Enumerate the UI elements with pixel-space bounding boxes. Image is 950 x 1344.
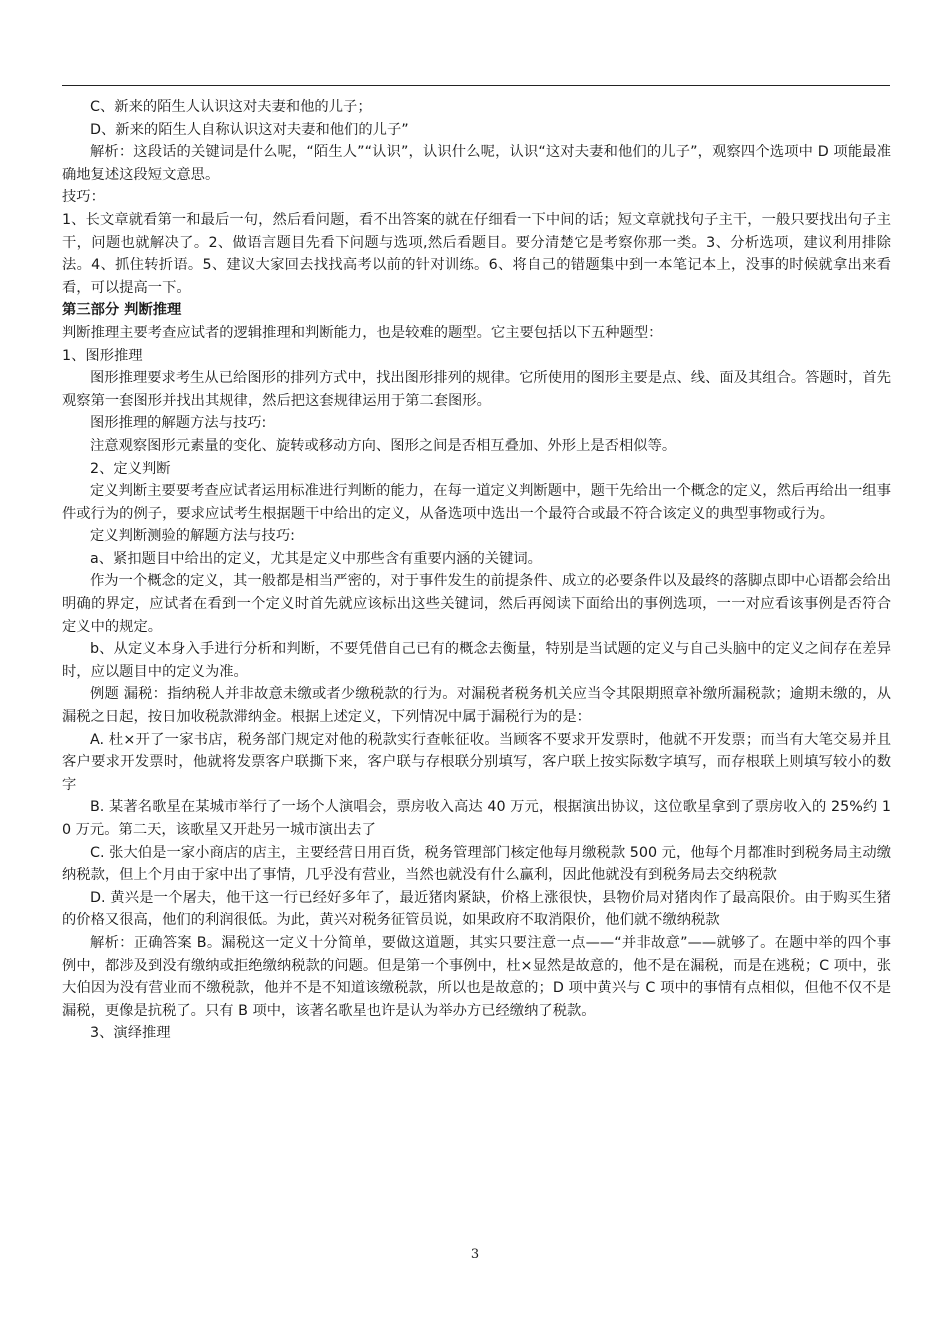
paragraph: a、紧扣题目中给出的定义，尤其是定义中那些含有重要内涵的关键词。 <box>90 550 542 567</box>
document-body <box>62 96 891 1045</box>
paragraph: 解析：这段话的关键词是什么呢，“陌生人”“认识”，认识什么呢，认识“这对夫妻和他们的儿子”，观察四个选项中 D 项能最准确地复述这段短文意思。 <box>62 144 891 183</box>
paragraph: 2、定义判断 <box>90 460 171 477</box>
page-number: 3 <box>470 1247 480 1262</box>
paragraph: A. 杜×开了一家书店，税务部门规定对他的税款实行查帐征收。当顾客不要求开发票时，他就不开发票；而当有大笔交易并且客户要求开发票时，他就将发票客户联撕下来，客户联与存根联分别填写，客户联上按实际数字填写，而存根联上则填写较小的数字 <box>62 731 891 793</box>
paragraph: 图形推理要求考生从已给图形的排列方式中，找出图形排列的规律。它所使用的图形主要是点、线、面及其组合。答题时，首先观察第一套图形并找出其规律，然后把这套规律运用于第二套图形。 <box>62 370 891 409</box>
paragraph: 判断推理主要考查应试者的逻辑推理和判断能力，也是较难的题型。它主要包括以下五种题型： <box>62 324 663 341</box>
section-heading: 第三部分 判断推理 <box>62 302 182 319</box>
paragraph: 注意观察图形元素量的变化、旋转或移动方向、图形之间是否相互叠加、外形上是否相似等。 <box>90 437 677 454</box>
paragraph: b、从定义本身入手进行分析和判断，不要凭借自己已有的概念去衡量，特别是当试题的定义与自己头脑中的定义之间存在差异时，应以题目中的定义为准。 <box>62 641 891 680</box>
paragraph: 解析：正确答案 B。漏税这一定义十分简单，要做这道题，其实只要注意一点——“并非故意”——就够了。在题中举的四个事例中，都涉及到没有缴纳或拒绝缴纳税款的问题。但是第一个事例中，杜×显然是故意的，他不是在漏税，而是在逃税；C 项中，张大伯因为没有营业而不缴税款，他并不是不知道该缴税款，所以也是故意的；D 项中黄兴与 C 项中的事情有点相似，但他不仅不是漏税，更像是抗税了。只有 B 项中，该著名歌星也许是认为举办方已经缴纳了税款。 <box>62 934 891 1019</box>
paragraph: C、新来的陌生人认识这对夫妻和他的儿子； <box>90 99 372 115</box>
paragraph: 1、长文章就看第一和最后一句，然后看问题，看不出答案的就在仔细看一下中间的话；短文章就找句子主干，一般只要找出句子主干，问题也就解决了。2、做语言题目先看下问题与选项,然后看题目。要分清楚它是考察你那一类。3、分析选项，建议利用排除法。4、抓住转折语。5、建议大家回去找找高考以前的针对训练。6、将自己的错题集中到一本笔记本上，没事的时候就拿出来看看，可以提高一下。 <box>62 211 891 296</box>
paragraph: 定义判断测验的解题方法与技巧: <box>90 528 295 545</box>
paragraph: 图形推理的解题方法与技巧: <box>90 415 267 432</box>
paragraph: 3、演绎推理 <box>90 1025 171 1042</box>
paragraph: D. 黄兴是一个屠夫，他干这一行已经好多年了，最近猪肉紧缺，价格上涨很快，县物价局对猪肉作了最高限价。由于购买生猪的价格又很高，他们的利润很低。为此，黄兴对税务征管员说，如果政府不取消限价，他们就不缴纳税款 <box>62 889 891 929</box>
paragraph: D、新来的陌生人自称认识这对夫妻和他们的儿子” <box>90 121 409 138</box>
header-rule <box>62 85 890 86</box>
paragraph: 技巧： <box>62 189 105 206</box>
paragraph: C. 张大伯是一家小商店的店主，主要经营日用百货，税务管理部门核定他每月缴税款 500 元，他每个月都准时到税务局主动缴纳税款，但上个月由于家中出了事情，几乎没有营业，当然也就没有什么赢利，因此他就没有到税务局去交纳税款 <box>62 844 891 884</box>
paragraph: 1、图形推理 <box>62 347 143 364</box>
paragraph: 例题 漏税：指纳税人并非故意未缴或者少缴税款的行为。对漏税者税务机关应当令其限期照章补缴所漏税款；逾期未缴的，从漏税之日起，按日加收税款滞纳金。根据上述定义，下列情况中属于漏税行为的是： <box>62 686 891 726</box>
paragraph: 定义判断主要要考查应试者运用标准进行判断的能力，在每一道定义判断题中，题干先给出一个概念的定义，然后再给出一组事件或行为的例子，要求应试考生根据题干中给出的定义，从备选项中选出一个最符合或最不符合该定义的典型事物或行为。 <box>62 483 891 522</box>
paragraph: B. 某著名歌星在某城市举行了一场个人演唱会，票房收入高达 40 万元，根据演出协议，这位歌星拿到了票房收入的 25%约 10 万元。第二天，该歌星又开赴另一城市演出去了 <box>62 799 891 838</box>
paragraph: 作为一个概念的定义，其一般都是相当严密的，对于事件发生的前提条件、成立的必要条件以及最终的落脚点即中心语都会给出明确的界定，应试者在看到一个定义时首先就应该标出这些关键词，然后再阅读下面给出的事例选项，一一对应看该事例是否符合定义中的规定。 <box>62 573 891 635</box>
